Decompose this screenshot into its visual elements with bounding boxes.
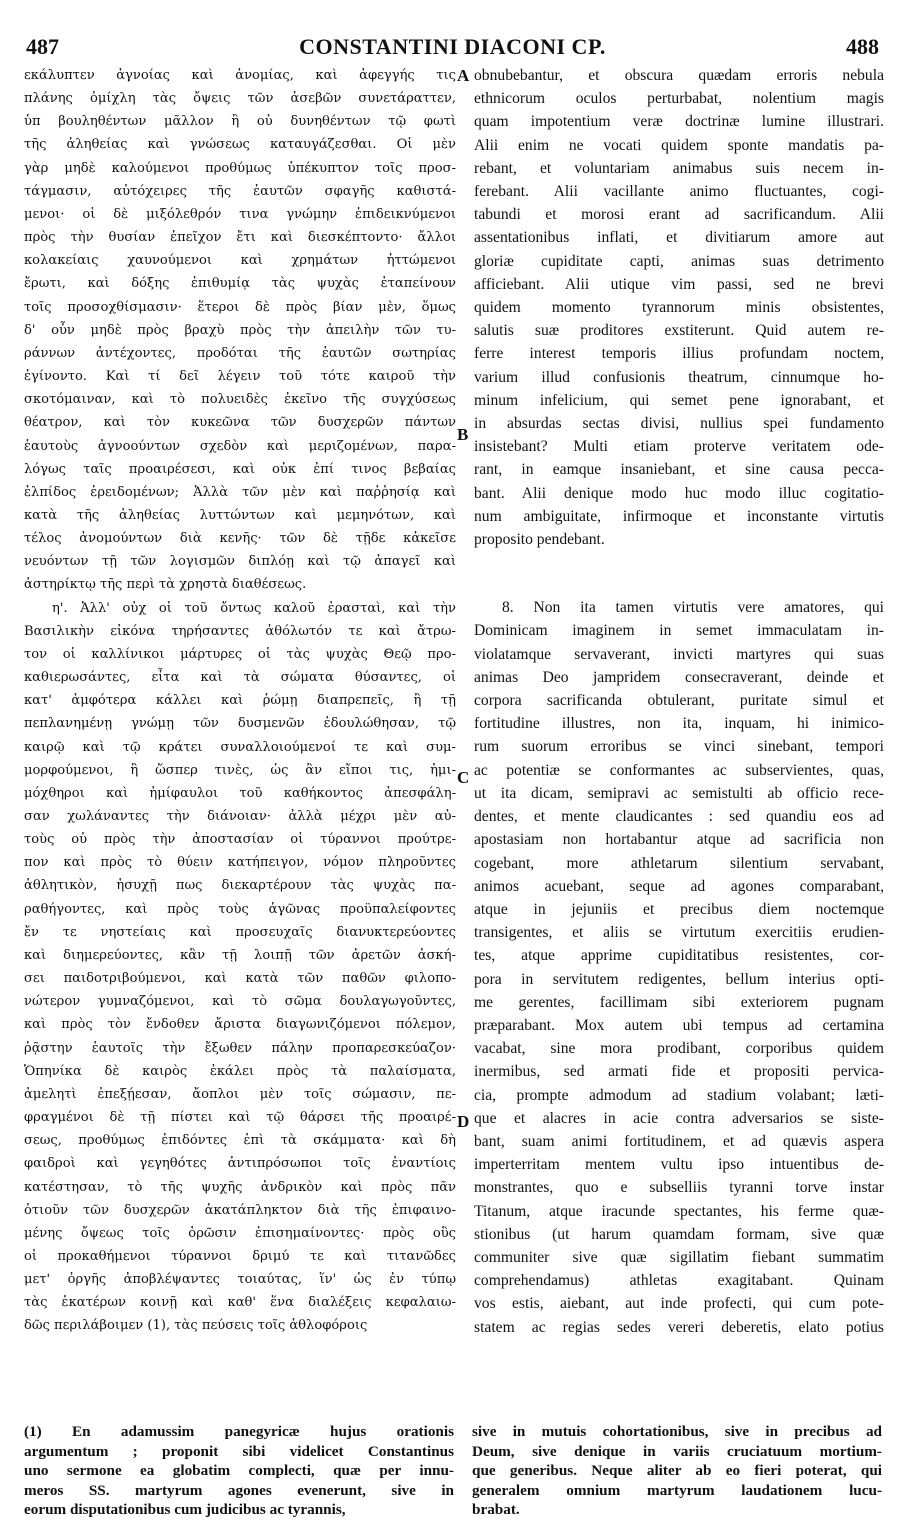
greek-text-line: καὶ πρὸς τὸν ἔνδοθεν ἄριστα διαγωνιζόμενοι πόλεμον, [24,1017,456,1033]
latin-text-line: rebant, et voluntariam animabus suis necem in- [474,159,884,177]
greek-text-line: τοῖς προσοχθίσμασιν· ἕτεροι δὲ πρὸς βίαν μὲν, ὅμως [24,299,456,315]
greek-text-line: φαιδροὶ καὶ γεγηθότες ἀντιπρόσωποι τοῖς ἐναντίοις [24,1156,456,1172]
greek-text-line: σκοτόμαιναν, καὶ τὸ πολυειδὲς ἐκεῖνο τῆς συγχύσεως [24,392,456,408]
latin-text-line: pora in servitutem redigentes, bellum interius opti- [474,970,884,988]
latin-text-line: tabundi et morosi erant ad sacrificandum. Alii [474,206,884,224]
greek-text-line: οἱ προκαθήμενοι τύραννοι δριμύ τε καὶ τιτανῶδες [24,1248,456,1264]
latin-text-line: assentationibus inflati, et divitiarum amore aut [474,229,884,247]
latin-text-line: 8. Non ita tamen virtutis vere amatores, qui [502,599,884,617]
greek-text-line: ὁτιοῦν τῶν δυσχερῶν ἀκατάπληκτον διὰ τῆς ἐπιφαινο- [24,1202,456,1218]
greek-text-line: κολακείαις χαυνούμενοι καὶ χρημάτων ἡττώμενοι [24,253,456,269]
greek-text-line: τὰς ἑκατέρων κοινῇ καὶ καθ' ἕνα διαλέξεις κεφαλαιω- [24,1295,456,1311]
latin-text-line: corpora sacrificanda obtulerant, puritate simul et [474,692,884,710]
greek-text-line: φραγμένοι δὲ τῇ πίστει καὶ τῷ θάρσει τῆς προαιρέ- [24,1110,456,1126]
latin-text-line: apostasiam non hortabantur atque ad sacrificia non [474,831,884,849]
page-header [26,34,879,64]
greek-text-line: ῥᾷστην ἑαυτοῖς τὴν ἔξωθεν πάλην προπαρεσκεύαζον· [24,1040,456,1056]
latin-text-line: proposito pendebant. [474,531,605,549]
footnote-line: que generibus. Neque aliter ab eo fieri poterat, qui [472,1462,882,1480]
latin-text-line: varium illud confusionis theatrum, cinnumque ho- [474,368,884,386]
greek-text-line: μενοι· οἱ δὲ μιξόλεθρόν τινα γνώμην ἐπιδεικνύμενοι [24,206,456,222]
footnote-line: sive in mutuis cohortationibus, sive in precibus ad [472,1423,882,1440]
section-marker-a: A [457,66,470,85]
paragraph-gap [474,551,884,596]
section-marker-d: D [457,1112,470,1131]
latin-text-line: vos estis, aiebant, aut inde profecti, qui cum pote- [474,1295,884,1313]
latin-column [474,64,884,1339]
greek-text-line: σεως, προθύμως ἐπιδόντες ἐπὶ τὰ σκάμματα· καὶ δὴ [24,1133,456,1149]
footnote-line: generalem omnium martyrum laudationem lucu- [472,1481,882,1499]
greek-text-line: τῆς ἀληθείας καὶ γνώσεως καταυγάζεσθαι. Οἱ μὲν [24,137,456,153]
latin-text-line: quam impotentium veræ doctrinæ lumine illustrari. [474,113,884,131]
latin-text-line: statem ac regias sedes vereri deberetis, elato potius [474,1318,884,1336]
latin-text-line: bant. Alii denique modo huc modo illuc cogitatio- [474,484,884,502]
latin-text-line: Titanum, atque iracunde spectantes, his ferme quæ- [474,1202,884,1220]
greek-text-line: ράννων ἀντέχοντες, προδόται τῆς ἑαυτῶν σωτηρίας [24,345,456,361]
footnote-line: brabat. [472,1501,520,1519]
greek-text-line: γὰρ μηδὲ καλούμενοι προθύμως ὑπέκυπτον τοῖς προσ- [24,160,456,176]
greek-text-line: τάγμασιν, αὐτόχειρες τῆς ἑαυτῶν σφαγῆς καθιστά- [24,183,456,199]
latin-text-line: atque in jejuniis et precibus diem noctemque [474,900,884,918]
greek-text-line: ἐλπίδος ἐρειδομένων; Ἀλλὰ τῶν μὲν καὶ παῤῥησίᾳ καὶ [24,484,456,500]
page-number-left: 487 [26,34,59,59]
footnote-line: eorum disputationibus cum judicibus ac tyrannis, [24,1501,346,1519]
footnote-line: argumentum ; proponit sibi videlicet Constantinus [24,1442,454,1460]
latin-text-line: fortitudine illustres, non ita, inquam, hi inimico- [474,715,884,733]
latin-text-line: inermibus, sed armati fide et propositi pervica- [474,1063,884,1081]
running-title: CONSTANTINI DIACONI CP. [299,34,606,59]
greek-text-line: τέλος ἀνομούντων διὰ κενῆς· τῶν δὲ τῇδε κἀκεῖσε [24,531,456,547]
greek-text-line: τοὺς οὐ πρὸς τὴν ἀποστασίαν οἱ τύραννοι προύτρε- [24,832,456,848]
greek-text-line: καθιερωσάντες, εἶτα καὶ τὰ σώματα θύσαντες, οἱ [24,670,456,686]
greek-text-line: πον καὶ πρὸς τὸ θύειν κατήπειγον, νόμον πληροῦντες [24,855,456,871]
latin-text-line: Dominicam imaginem in semet immaculatam in- [474,622,884,640]
greek-text-line: ἔν τε νηστείαις καὶ προσευχαῖς διανυκτερεύοντες [24,924,456,940]
section-marker-b: B [457,425,469,444]
latin-text-line: violatamque servaverant, invicti martyres qui suas [474,645,884,663]
greek-text-line: κατὰ τῆς ἀληθείας λυττώντων καὶ μεμηνότων, καὶ [24,507,456,523]
latin-text-line: vacabat, sine mora prodibant, corporibus quidem [474,1040,884,1058]
latin-text-line: gloriæ cupiditate capti, animas suas detrimento [474,252,884,270]
latin-text-line: ethnicorum oculos perturbabat, nolentium magis [474,90,884,108]
latin-text-line: minum infelicium, qui semet pene ignorabant, et [474,391,884,409]
latin-text-line: monstrantes, quo e subselliis tyranni torve instar [474,1179,884,1197]
greek-text-line: καιρῷ καὶ τῷ κράτει συναλλοιούμενοί τε καὶ συμ- [24,739,456,755]
latin-text-line: obnubebantur, et obscura quædam erroris nebula [474,67,884,84]
greek-text-line: δῶς περιλάβοιμεν (1), τὰς πεύσεις τοῖς ἀθλοφόροις [24,1318,368,1334]
latin-text-line: ut ita dicam, semipravi ac semistulti ab officio rece- [474,784,884,802]
greek-text-line: λόγως ταῖς προαιρέσεσι, καὶ οὐκ ἐπί τινος βεβαίας [24,461,456,477]
greek-text-line: σει παιδοτριβούμενοι, καὶ κατὰ τῶν παθῶν φιλοπο- [24,971,456,987]
footnote-line: uno sermone ea globatim complecti, quæ per innu- [24,1462,454,1480]
latin-text-line: communiter sive quæ sigillatim fiebant summatim [474,1248,884,1266]
greek-text-line: κατέστησαν, τὸ τῆς ψυχῆς ἀνδρικὸν καὶ πρὸς πᾶν [24,1179,456,1195]
greek-text-line: θέατρον, καὶ τὸν κυκεῶνα τῶν δυσχερῶν πάντων [24,415,456,431]
greek-text-line: ἀστηρίκτῳ τῆς περὶ τὰ χρηστὰ διαθέσεως. [24,577,307,593]
latin-text-line: dentes, et mente claudicantes : sed quandiu eos ad [474,808,884,826]
greek-text-line: κατ' ἀμφότερα κάλλει καὶ ῥώμῃ διαπρεπεῖς, ἢ τῇ [24,693,456,709]
section-marker-c: C [457,768,470,787]
greek-text-line: δ' οὖν μηδὲ πρὸς βραχὺ πρὸς τὴν ἀπειλὴν τῶν τυ- [24,322,456,338]
latin-text-line: insistebant? Multi etiam proterve veritatem ode- [474,438,884,456]
greek-text-line: Βασιλικὴν εἰκόνα τηρήσαντες ἀθόλωτόν τε καὶ ἄτρω- [24,623,456,639]
greek-text-line: ἐγίνοντο. Καὶ τί δεῖ λέγειν τοῦ τότε καιροῦ τὴν [24,369,456,385]
latin-text-line: transigentes, et aliis se virtutum exercitiis erudien- [474,924,884,942]
latin-text-line: rant, in eamque insaniebant, et sine causa pecca- [474,461,884,479]
latin-text-line: animas Deo jampridem consecraverant, deinde et [474,668,884,686]
greek-text-line: ἀμελητὶ ἐπεξῄεσαν, ἄοπλοι μὲν τοῖς σώμασιν, πε- [24,1086,456,1102]
latin-text-line: num ambiguitate, infirmoque et inconstante virtutis [474,507,884,525]
latin-text-line: comprehendamus) athletas exagitabant. Quinam [474,1272,884,1290]
greek-text-line: πρὸς τὴν θυσίαν ἐπεῖχον ἔτι καὶ διεσκέπτοντο· ἄλλοι [24,230,456,246]
latin-text-line: in absurdas sectas divisi, nullius spei fundamento [474,415,884,433]
latin-text-line: que et alacres in acie contra adversarios se siste- [474,1109,884,1127]
latin-text-line: imperterritam mentem vultu ipso intuentibus de- [474,1156,884,1174]
latin-text-line: me gerentes, facillimam sibi exteriorem pugnam [474,993,884,1011]
latin-text-line: præparabant. Mox autem ubi tempus ad certamina [474,1016,884,1034]
greek-text-line: ἑαυτοὺς ἀγνοούντων σχεδὸν καὶ μεριζομένων, παρα- [24,438,456,454]
latin-text-line: Alii enim ne vocati quidem sponte mandatis pa- [474,136,884,154]
latin-text-line: afficiebant. Alii utique vim passi, sed ne brevi [474,275,884,293]
greek-text-line: νώτερον γυμναζόμενοι, καὶ τὸ σῶμα δουλαγωγοῦντες, [24,994,456,1010]
greek-text-line: μόχθηροι καὶ ἡμίφαυλοι τοῦ καθήκοντος ἀπεσφάλη- [24,785,456,801]
greek-text-line: ἔρωτι, καὶ δόξης ἐπιθυμίᾳ τὰς ψυχὰς ἐταπείνουν [24,276,456,292]
greek-text-line: μένης ὄψεως τοῖς ὁρῶσιν ἐπισημαίνοντες· πρὸς οὓς [24,1225,456,1241]
greek-text-line: πλάνης ὁμίχλη τὰς ὄψεις τῶν ἀσεβῶν συνετάραττεν, [24,91,456,107]
latin-text-line: ac potentiæ se conformantes ac subservientes, quas, [474,761,884,779]
latin-text-line: rum suorum erroribus se vinci sinebant, tempori [474,738,884,756]
latin-text-line: salutis suæ proditores exstiterunt. Quid autem re- [474,322,884,340]
latin-text-line: ferebant. Alii vacillante animo fluctuantes, cogi- [474,183,884,201]
greek-text-line: σαν χωλάναντες τὴν διάνοιαν· ἀλλὰ μέχρι μὲν αὐ- [24,809,456,824]
greek-text-line: ἀθλητικὸν, ἡσυχῇ πως διεκαρτέρουν τὰς ψυχὰς πα- [24,878,456,894]
footnote-line: Deum, sive denique in variis cruciatuum mortium- [472,1442,882,1460]
greek-text-line: τον οἱ καλλίνικοι μάρτυρες οἱ τὰς ψυχὰς Θεῷ προ- [24,646,456,662]
greek-text-line: πεπλανημένῃ γνώμῃ τῶν δυσμενῶν ἐδουλώθησαν, τῷ [24,716,456,732]
greek-text-line: Ὁπηνίκα δὲ καιρὸς ἐκάλει πρὸς τὰ παλαίσματα, [24,1063,456,1079]
footnote-line: meros SS. martyrum agones evenerunt, sive in [24,1481,454,1499]
latin-text-line: bant, suam animi fortitudinem, et ad quævis aspera [474,1132,884,1150]
latin-text-line: stionibus (ut harum quamdam formam, sive quæ [474,1225,884,1243]
footnote-left [24,1422,454,1520]
footnote-line: (1) En adamussim panegyricæ hujus orationis [24,1423,454,1440]
greek-text-line: ὑπ βουληθέντων μᾶλλον ἢ οὐ δυνηθέντων τῷ φωτὶ [24,114,456,130]
latin-text-line: cogebant, more athletarum silentium servabant, [474,854,884,872]
greek-column [24,64,456,1338]
footnote-right [472,1422,882,1520]
greek-text-line: εκάλυπτεν ἀγνοίας καὶ ἀνομίας, καὶ ἀφεγγής τις [24,68,456,83]
latin-text-line: ferre interest temporis illius profundam noctem, [474,345,884,363]
greek-text-line: μορφούμενοι, ἢ ὥσπερ τινὲς, ὡς ἂν εἴποι τις, ἡμι- [24,762,456,778]
latin-text-line: animos acuebant, seque ad agones comparabant, [474,877,884,895]
greek-text-line: η'. Ἀλλ' οὐχ οἱ τοῦ ὄντως καλοῦ ἐρασταὶ, καὶ τὴν [52,600,456,616]
latin-text-line: tes, atque apprime cupiditatibus resistentes, cor- [474,947,884,965]
greek-text-line: ραθήγοντες, καὶ πρὸς τοὺς ἀγῶνας προϋπαλείφοντες [24,901,456,917]
latin-text-line: cia, prompte admodum ad stadium volabant; læti- [474,1086,884,1104]
greek-text-line: νευόντων τῇ τῶν λογισμῶν διπλόῃ καὶ τῷ ἀπαγεῖ καὶ [24,554,456,570]
greek-text-line: καὶ διημερεύοντες, κἂν τῇ λοιπῇ τῶν ἀρετῶν ἀσκή- [24,947,456,963]
latin-text-line: quidem momento tyrannorum minis obsistentes, [474,299,884,317]
page-number-right: 488 [846,34,879,59]
greek-text-line: μετ' ὀργῆς ἀποβλέψαντες τοιαύτας, ἵν' ὡς ἐν τύπῳ [24,1272,456,1288]
